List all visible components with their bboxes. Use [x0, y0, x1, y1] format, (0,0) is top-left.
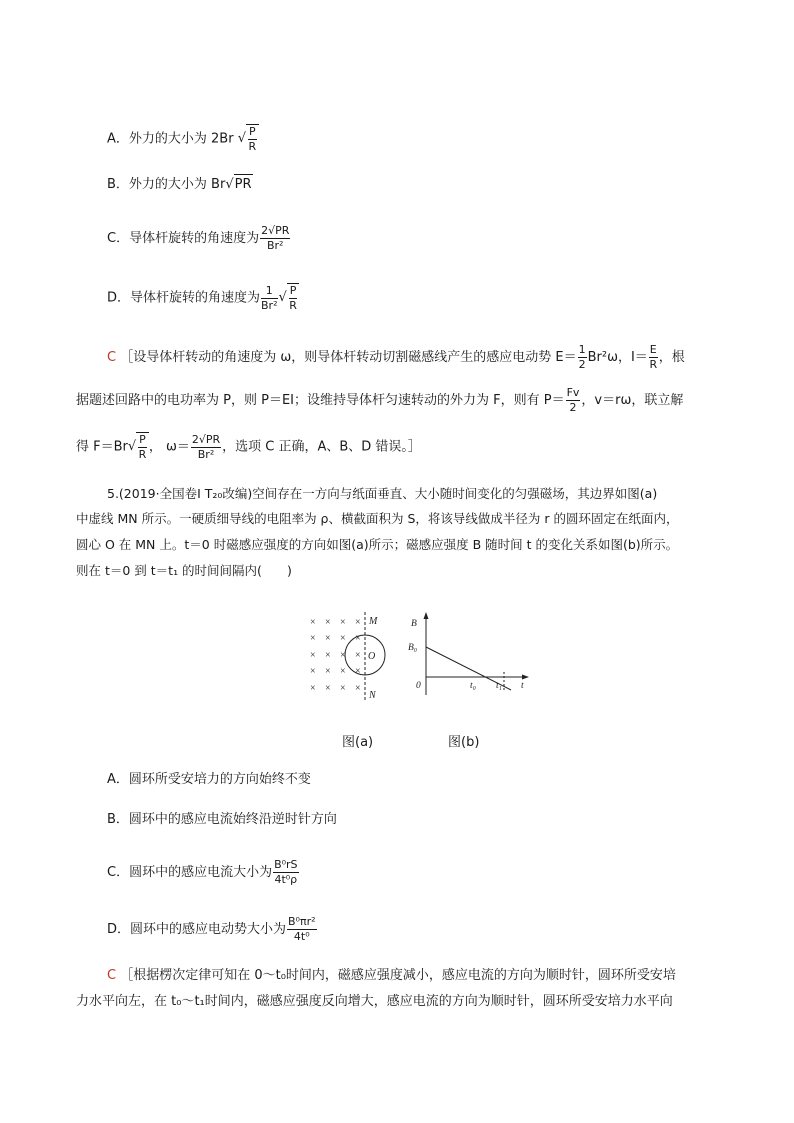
label-n: N — [369, 690, 376, 701]
option-d-label: D．导体杆旋转的角速度为 — [107, 290, 261, 306]
solution-line-3: 得 F＝Br√ $\frac{P}{R}$ ， ω＝ $\frac{2√PR}{\text{Br²}}$ ，选项 C 正确，A、B、D 错误。］ — [76, 432, 421, 461]
label-m: M — [369, 616, 378, 627]
option-a-label: A．外力的大小为 2Br — [107, 131, 234, 147]
label-b: B — [411, 619, 417, 629]
fraction: $\frac{\text{B⁰rS}}{\text{4t⁰ρ}}$ — [274, 858, 298, 886]
figure-a — [300, 610, 400, 705]
question-5-line-1: 5.(2019·全国卷Ⅰ T₂₀改编)空间存在一方向与纸面垂直、大小随时间变化的匀强磁场，其边界如图(a) — [107, 486, 658, 501]
cross-mark: × — [340, 617, 346, 628]
option-b-label: B．外力的大小为 Br — [107, 177, 226, 192]
x-arrow-icon — [522, 675, 529, 680]
fraction: $\frac{\text{B⁰πr²}}{\text{4t⁰}}$ — [288, 915, 316, 943]
sqrt-expression: √ $\frac{P}{R}$ — [279, 283, 300, 313]
q5-option-d: D．圆环中的感应电动势大小为 $\frac{\text{B⁰πr²}}{\text{4t⁰}}$ — [107, 915, 316, 943]
cross-mark: × — [325, 666, 331, 677]
cross-mark: × — [355, 683, 361, 694]
figure-b — [408, 610, 533, 700]
solution-2-line-2: 力水平向左，在 t₀～t₁时间内，磁感应强度反向增大，感应电流的方向为顺时针，圆环所受安培力水平向 — [76, 994, 673, 1009]
cross-mark: × — [340, 666, 346, 677]
cross-mark: × — [325, 633, 331, 644]
fraction: $\frac{2√PR}{\text{Br²}}$ — [261, 224, 290, 252]
answer-letter: C — [107, 350, 117, 365]
question-5-line-4: 则在 t＝0 到 t＝t₁ 的时间间隔内( ) — [76, 563, 292, 578]
cross-mark: × — [310, 666, 316, 677]
cross-mark: × — [340, 683, 346, 694]
cross-mark: × — [325, 683, 331, 694]
cross-mark: × — [340, 650, 346, 661]
cross-mark: × — [355, 617, 361, 628]
label-t0: t₀ — [470, 681, 476, 691]
cross-mark: × — [310, 633, 316, 644]
label-origin: 0 — [416, 681, 421, 691]
option-d — [107, 283, 299, 313]
label-b0: B₀ — [408, 643, 418, 653]
solution-line-2: 据题述回路中的电功率为 P，则 P＝EI；设维持导体杆匀速转动的外力为 F，则有 P＝ $\frac{Fv}{2}$ ，v＝rω，联立解 — [76, 386, 684, 414]
cross-mark: × — [355, 650, 361, 661]
q5-option-b: B．圆环中的感应电流始终沿逆时针方向 — [107, 812, 337, 827]
cross-mark: × — [325, 617, 331, 628]
cross-mark: × — [310, 617, 316, 628]
cross-mark: × — [310, 650, 316, 661]
label-t1: t₁ — [496, 681, 502, 691]
fraction: $\frac{1}{2}$ — [578, 343, 586, 371]
answer-letter: C — [107, 968, 117, 983]
option-c — [107, 224, 291, 253]
option-a — [107, 124, 259, 154]
caption-b: 图(b) — [448, 735, 480, 750]
caption-a: 图(a) — [342, 735, 374, 750]
fraction: $\frac{2√PR}{\text{Br²}}$ — [191, 432, 221, 461]
sqrt-expression: √ PR — [225, 174, 252, 195]
question-5-line-3: 圆心 O 在 MN 上。t＝0 时磁感应强度的方向如图(a)所示；磁感应强度 B 随时间 t 的变化关系如图(b)所示。 — [76, 537, 679, 552]
sqrt-expression: √ $\frac{P}{R}$ — [238, 124, 259, 154]
solution-2-line-1: C ［根据楞次定律可知在 0～t₀时间内，磁感应强度减小，感应电流的方向为顺时针，圆环所受安培 — [107, 968, 676, 983]
q5-option-c: C．圆环中的感应电流大小为 $\frac{\text{B⁰rS}}{\text{4t⁰ρ}}$ — [107, 858, 298, 886]
fraction: $\frac{Fv}{2}$ — [566, 386, 580, 414]
fraction: $\frac{1}{\text{Br²}}$ — [261, 283, 278, 312]
cross-mark: × — [355, 666, 361, 677]
option-b — [107, 174, 253, 195]
question-5-line-2: 中虚线 MN 所示。一硬质细导线的电阻率为 ρ、横截面积为 S，将该导线做成半径为 r 的圆环固定在纸面内， — [76, 511, 679, 526]
cross-mark: × — [310, 683, 316, 694]
cross-mark: × — [340, 633, 346, 644]
option-c-label: C．导体杆旋转的角速度为 — [107, 231, 260, 246]
label-t: t — [521, 681, 524, 691]
sqrt-expression: √ $\frac{P}{R}$ — [128, 432, 149, 462]
cross-mark: × — [325, 650, 331, 661]
q5-option-a: A．圆环所受安培力的方向始终不变 — [107, 772, 311, 787]
fraction: $\frac{E}{R}$ — [649, 343, 658, 371]
y-arrow-icon — [424, 612, 429, 619]
label-o: O — [368, 651, 376, 662]
solution-line-1: C ［设导体杆转动的角速度为 ω，则导体杆转动切割磁感线产生的感应电动势 E＝ $\frac{1}{2}$ Br²ω，I＝ $\frac{E}{R}$ ，根 — [107, 343, 685, 371]
cross-mark: × — [355, 633, 361, 644]
